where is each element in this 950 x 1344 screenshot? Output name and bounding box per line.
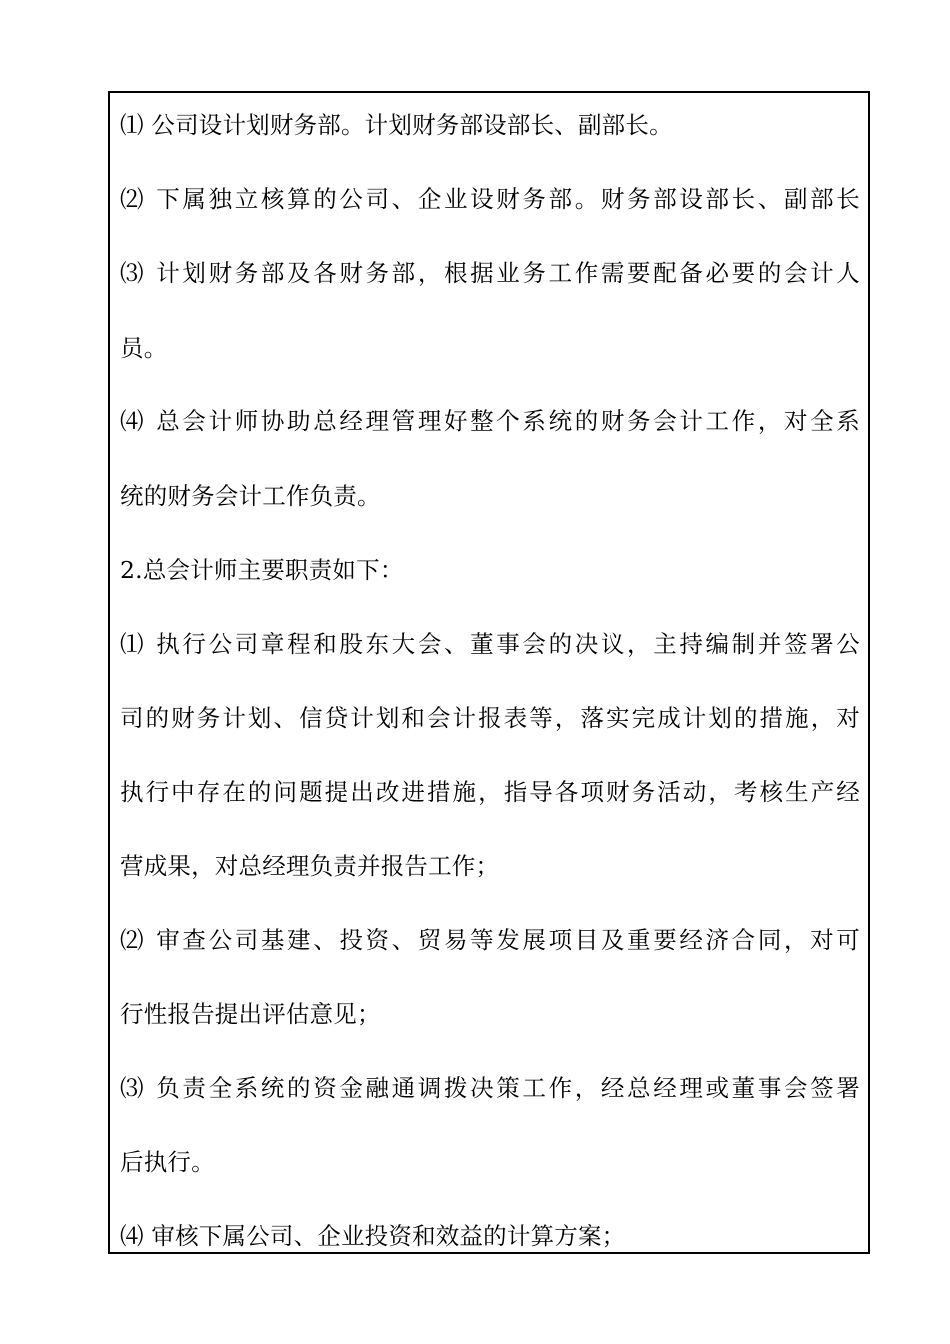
text-line-10: 执行中存在的问题提出改进措施，指导各项财务活动，考核生产经 [120, 778, 860, 806]
text-line-8: ⑴ 执行公司章程和股东大会、董事会的决议，主持编制并签署公 [120, 630, 860, 658]
text-line-6: 统的财务会计工作负责。 [120, 482, 381, 510]
text-line-16: ⑷ 审核下属公司、企业投资和效益的计算方案； [120, 1222, 626, 1250]
text-line-2: ⑵ 下属独立核算的公司、企业设财务部。财务部设部长、副部长 [120, 185, 860, 213]
document-table-cell [108, 91, 870, 1254]
text-line-5: ⑷ 总会计师协助总经理管理好整个系统的财务会计工作，对全系 [120, 407, 860, 435]
text-line-14: ⑶ 负责全系统的资金融通调拨决策工作，经总经理或董事会签署 [120, 1074, 860, 1102]
text-line-3: ⑶ 计划财务部及各财务部，根据业务工作需要配备必要的会计人 [120, 259, 860, 287]
text-line-9: 司的财务计划、信贷计划和会计报表等，落实完成计划的措施，对 [120, 704, 860, 732]
text-line-11: 营成果，对总经理负责并报告工作； [120, 852, 500, 880]
text-line-15: 后执行。 [120, 1148, 215, 1176]
text-line-1: ⑴ 公司设计划财务部。计划财务部设部长、副部长。 [120, 111, 673, 139]
text-line-7: 2.总会计师主要职责如下： [120, 556, 404, 584]
text-line-13: 行性报告提出评估意见； [120, 1000, 381, 1028]
text-line-4: 员。 [120, 334, 168, 362]
text-line-12: ⑵ 审查公司基建、投资、贸易等发展项目及重要经济合同，对可 [120, 926, 860, 954]
